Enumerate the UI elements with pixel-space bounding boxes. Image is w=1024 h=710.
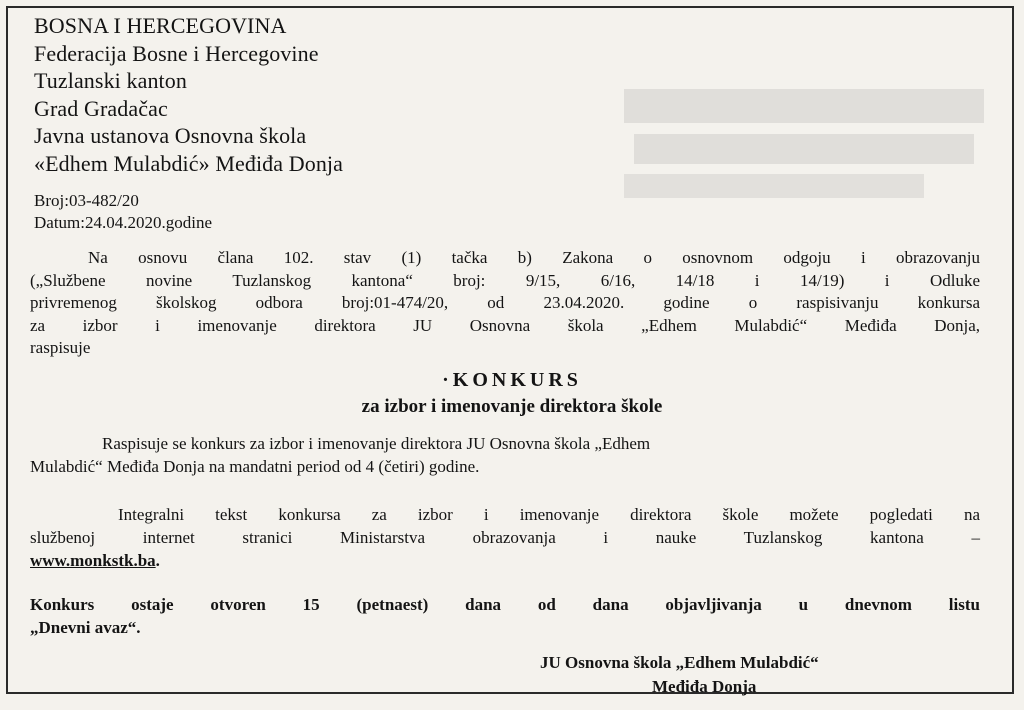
document-meta [34,190,212,234]
integral-text-paragraph [30,503,980,572]
notice-line: Konkurs ostaje otvoren 15 (petnaest) dana od dana objavljivanja u dnevnom listu [30,595,980,614]
header-school-name: «Edhem Mulabdić» Međiđa Donja [34,150,343,176]
paragraph-line: Integralni tekst konkursa za izbor i imenovanje direktora škole možete pogledati na [118,505,980,524]
header-country: BOSNA I HERCEGOVINA [34,13,287,38]
header-institution: Javna ustanova Osnovna škola [34,123,307,148]
paragraph-line: Mulabdić“ Međiđa Donja na mandatni period od 4 (četiri) godine. [30,457,480,476]
document-date: Datum:24.04.2020.godine [34,213,213,232]
header-city: Grad Gradačac [34,95,168,121]
announcement-title: ·KONKURS [442,369,582,391]
intro-line: za izbor i imenovanje direktora JU Osnovna škola „Edhem Mulabdić“ Međiđa Donja, [30,315,980,335]
header-canton: Tuzlanski kanton [34,68,187,93]
intro-line: Na osnovu člana 102. stav (1) tačka b) Zakona o osnovnom odgoju i obrazovanju [88,248,980,267]
announcement-subtitle: za izbor i imenovanje direktora škole [361,396,663,417]
signature-block [500,651,980,699]
signature-school: JU Osnovna škola „Edhem Mulabdić“ [540,653,819,672]
deadline-notice [30,593,980,639]
signature-place: Međiđa Donja [652,677,757,696]
ministry-website-link[interactable]: www.monkstk.ba [30,551,156,570]
intro-line: privremenog školskog odbora broj:01-474/20, od 23.04.2020. godine o raspisivanju konkursa [30,293,980,312]
intro-line: raspisuje [30,338,91,357]
intro-line: („Službene novine Tuzlanskog kantona“ broj: 9/15, 6/16, 14/18 i 14/19) i Odluke [30,270,980,290]
document-number: Broj:03-482/20 [34,191,139,210]
paragraph-line: Raspisuje se konkurs za izbor i imenovanje direktora JU Osnovna škola „Edhem [102,434,651,453]
announcement-paragraph [30,432,910,478]
link-suffix: . [155,551,160,570]
paragraph-line [30,549,980,572]
header-federation: Federacija Bosne i Hercegovine [34,40,319,66]
institution-header [34,12,343,177]
notice-line: „Dnevni avaz“. [30,618,141,637]
paragraph-line: službenoj internet stranici Ministarstva obrazovanja i nauke Tuzlanskog kantona – [30,528,980,547]
intro-paragraph [30,247,980,360]
